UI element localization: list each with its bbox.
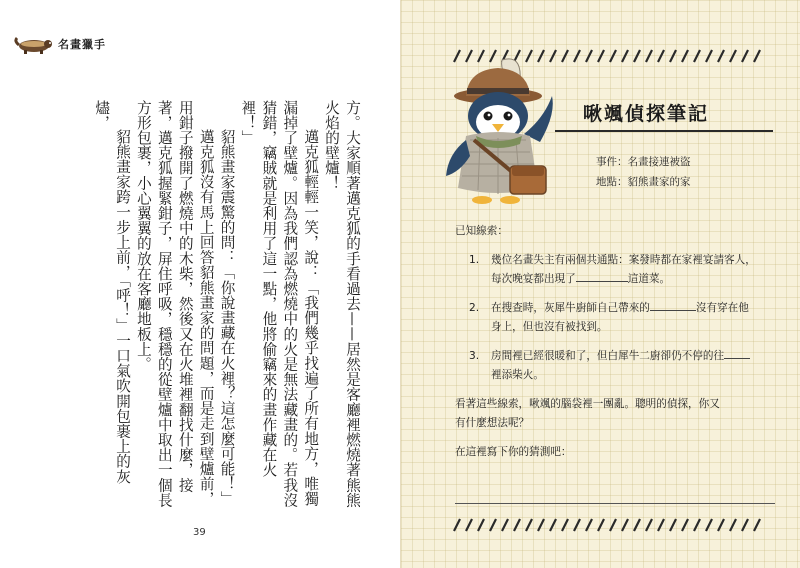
- story-paragraph: 貂熊畫家跨一步上前，「呼！」一口氣吹開包裹上的灰燼，: [93, 100, 132, 485]
- story-paragraph: 方。大家順著邁克狐的手看過去——居然是客廳裡燃燒著熊熊火焰的壁爐！: [323, 100, 361, 508]
- fill-in-blank: [650, 299, 696, 311]
- clue-number: 3.: [469, 350, 480, 362]
- clue-text: 這道菜。: [627, 273, 671, 285]
- series-header: [14, 33, 106, 55]
- clue-text: 幾位名畫失主有兩個共通點：案發時都在家裡宴請客人，: [491, 254, 756, 266]
- question-text: 看著這些線索，啾颯的腦袋裡一團亂。聰明的偵探，你又: [455, 398, 720, 410]
- story-text: [90, 100, 362, 510]
- clue-item: [455, 299, 775, 337]
- location-label: 地點：貂熊畫家的家: [596, 176, 691, 188]
- story-paragraph: 邁克狐沒有馬上回答貂熊畫家的問題，而是走到壁爐前，用鉗子撥開了燃燒中的木柴，然後又在火堆裡翻找什麼，接著，邁克狐握緊鉗子，屏住呼吸，穩穩的從壁爐中取出一個長方形包裹，小心翼翼的放在客廳地板上。: [134, 100, 215, 508]
- fill-in-blank: [724, 347, 750, 359]
- clue-text: 裡添柴火。: [491, 369, 544, 381]
- clue-item: [455, 347, 775, 385]
- title-underline: [555, 130, 773, 132]
- clues-heading: 已知線索：: [455, 225, 508, 237]
- case-info: [596, 152, 691, 192]
- story-paragraph: 貂熊畫家震驚的問：「你說畫藏在火裡？這怎麼可能！」: [218, 129, 236, 507]
- clue-number: 1.: [469, 254, 480, 266]
- detective-notes: [455, 222, 775, 462]
- question-text: 有什麼想法呢？: [455, 417, 530, 429]
- clue-number: 2.: [469, 302, 480, 314]
- fill-in-blank: [576, 270, 628, 282]
- hatch-border-bottom: [451, 518, 761, 532]
- answer-line: [455, 503, 775, 504]
- clue-item: [455, 251, 775, 289]
- notes-title: 啾颯偵探筆記: [583, 103, 710, 125]
- page-number: 39: [193, 527, 206, 538]
- story-paragraph: 邁克狐輕輕一笑，說：「我們幾乎找遍了所有地方，唯獨漏掉了壁爐。因為我們認為燃燒中的火是無法藏畫的。若我沒猜錯，竊賊就是利用了這一點，他將偷竊來的畫作藏在火裡！」: [239, 100, 320, 508]
- series-title: 名畫獵手: [58, 38, 106, 51]
- write-prompt: 在這裡寫下你的猜測吧：: [455, 446, 572, 458]
- penguin-detective-icon: [440, 56, 560, 208]
- clue-text: 沒有穿在他: [695, 302, 749, 314]
- clue-text: 身上，但也沒有被找到。: [491, 321, 608, 333]
- wolverine-logo-icon: [14, 33, 54, 55]
- case-label: 事件：名畫接連被盜: [596, 156, 691, 168]
- clue-text: 每次晚宴都出現了: [491, 273, 576, 285]
- clue-text: 在搜查時，灰犀牛廚師自己帶來的: [491, 302, 650, 314]
- clue-text: 房間裡已經很暖和了，但白犀牛二廚卻仍不停的往: [491, 350, 725, 362]
